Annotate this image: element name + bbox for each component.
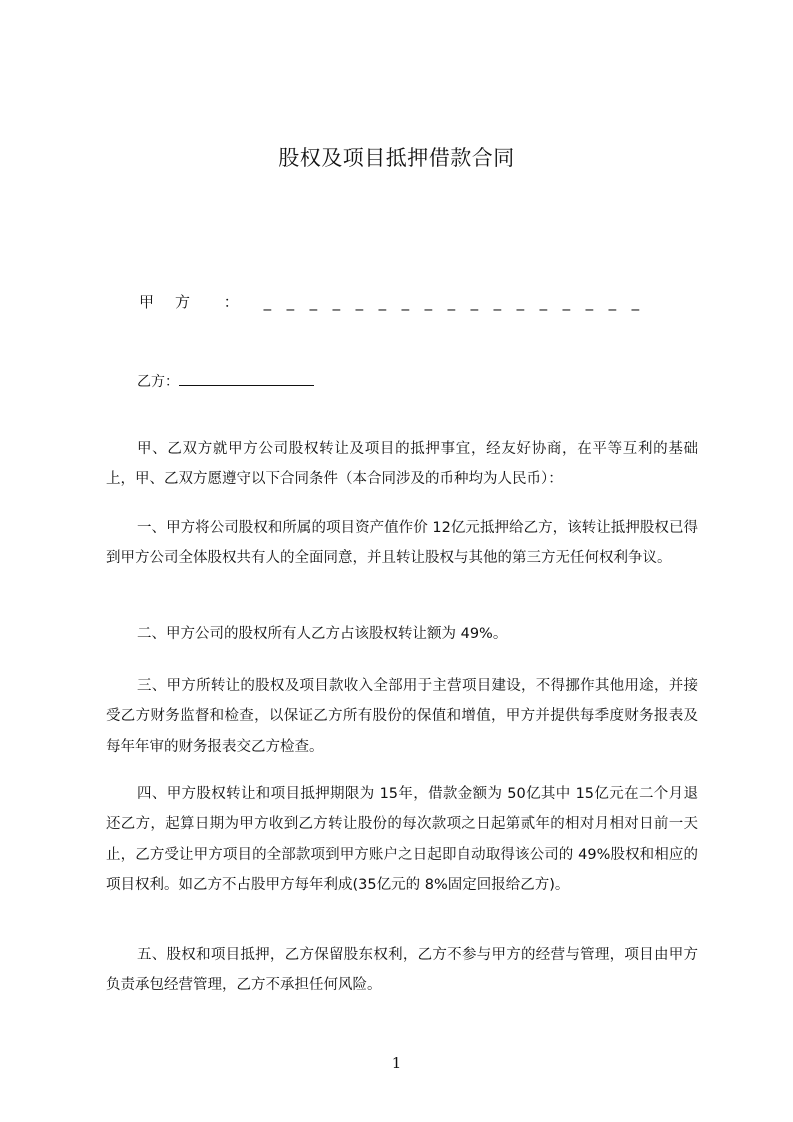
party-a-colon: ： — [223, 293, 239, 311]
party-b-label: 乙方： — [137, 374, 179, 390]
clause-5: 五、股权和项目抵押，乙方保留股东权利，乙方不参与甲方的经营与管理，项目由甲方负责承包经营管理，乙方不承担任何风险。 — [106, 946, 698, 993]
clause-1: 一、甲方将公司股权和所属的项目资产值作价 12亿元抵押给乙方，该转让抵押股权已得到甲方公司全体股权共有人的全面同意，并且转让股权与其他的第三方无任何权利争议。 — [106, 519, 698, 566]
party-a-label: 甲方 — [139, 293, 212, 311]
party-b-line — [137, 371, 314, 391]
clause-2: 二、甲方公司的股权所有人乙方占该股权转让额为 49%。 — [137, 625, 508, 642]
intro-paragraph: 甲、乙双方就甲方公司股权转让及项目的抵押事宜，经友好协商，在平等互利的基础上，甲、乙双方愿遵守以下合同条件（本合同涉及的币种均为人民币）： — [106, 440, 698, 487]
clause-3: 三、甲方所转让的股权及项目款收入全部用于主营项目建设，不得挪作其他用途，并接受乙方财务监督和检查，以保证乙方所有股份的保值和增值，甲方并提供每季度财务报表及每年年审的财务报表交乙方检查。 — [106, 677, 698, 755]
document-title: 股权及项目抵押借款合同 — [278, 146, 515, 170]
party-a-blank: _________________ — [263, 293, 655, 311]
page-number: 1 — [391, 1054, 402, 1072]
party-a-line — [139, 291, 709, 312]
party-b-blank — [179, 371, 314, 386]
clause-4: 四、甲方股权转让和项目抵押期限为 15年，借款金额为 50亿其中 15亿元在二个月退还乙方，起算日期为甲方收到乙方转让股份的每次款项之日起第贰年的相对月相对日前一天止，乙方受让甲方项目的全部款项到甲方账户之日起即自动取得该公司的 49%股权和相应的项目权利。如乙方不占股甲方每年利成(35亿元的 8%固定回报给乙方)。 — [106, 785, 698, 893]
